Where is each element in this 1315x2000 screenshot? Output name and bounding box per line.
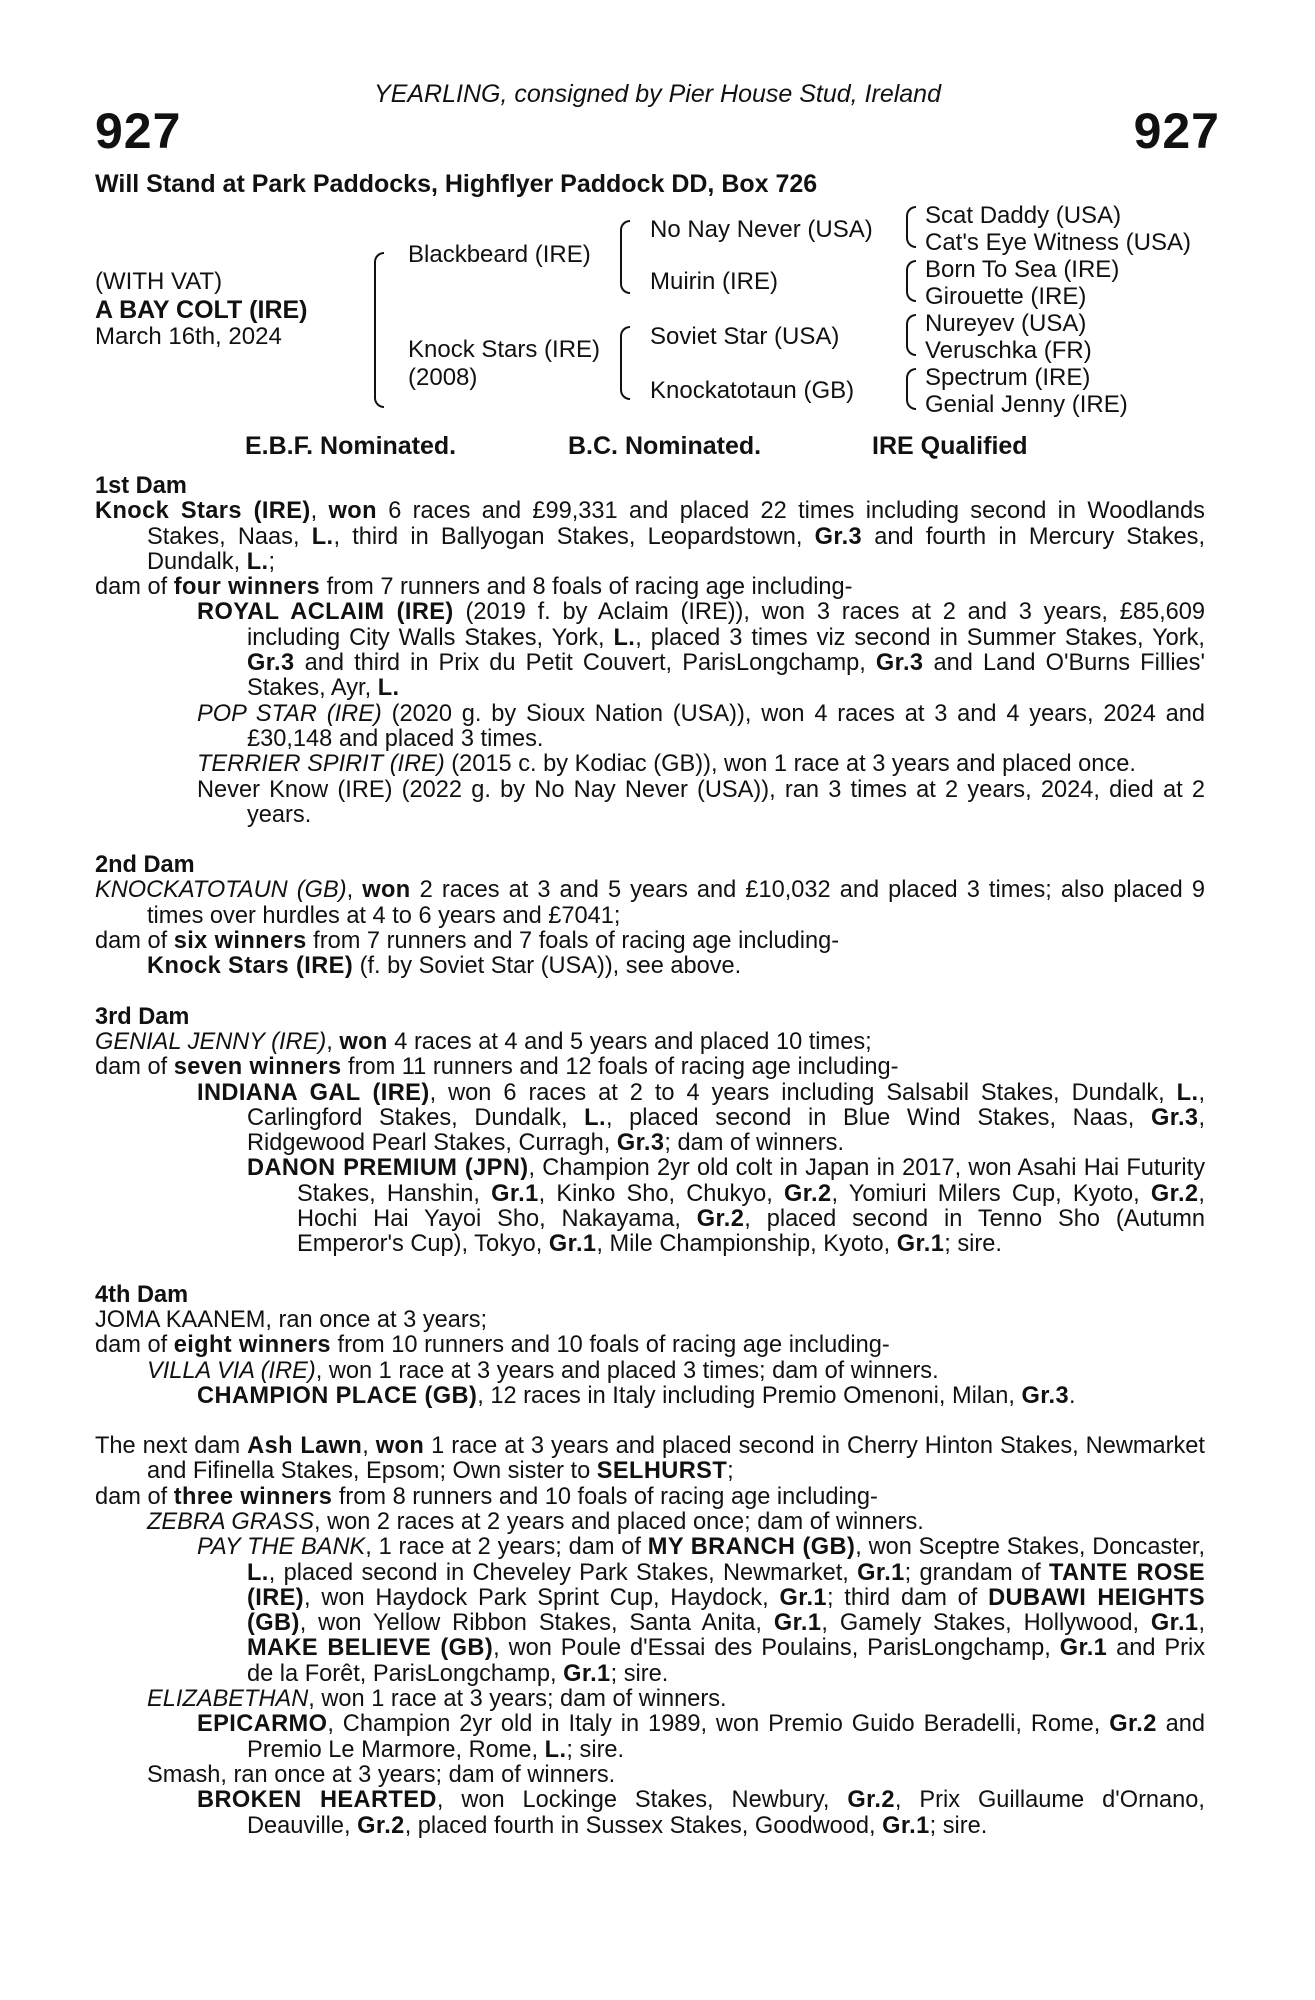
pedigree-brace-dam bbox=[620, 326, 630, 400]
pedigree-g5: Nureyev (USA) bbox=[925, 310, 1087, 337]
dam1-offspring-4: Never Know (IRE) (2022 g. by No Nay Never (USA)), ran 3 times at 2 years, 2024, died at 2 years. bbox=[197, 776, 1205, 828]
pedigree-brace-sire bbox=[620, 220, 630, 294]
pedigree-g4: Girouette (IRE) bbox=[925, 283, 1087, 310]
dam3-record: GENIAL JENNY (IRE), won 4 races at 4 and 5 years and placed 10 times; bbox=[95, 1028, 872, 1055]
vat-note: (WITH VAT) bbox=[95, 268, 223, 295]
dam4-produce-summary: dam of eight winners from 10 runners and 10 foals of racing age including- bbox=[95, 1332, 890, 1359]
pedigree-brace-g3 bbox=[906, 314, 916, 356]
next-dam-grand-offspring-broken-hearted: BROKEN HEARTED, won Lockinge Stakes, Newbury, Gr.2, Prix Guillaume d'Ornano, Deauville, Gr.2, placed fourth in Sussex Stakes, Goodwood, Gr.1; sire. bbox=[197, 1787, 1205, 1839]
pedigree-dam: Knock Stars (IRE) bbox=[408, 336, 601, 363]
dam2-heading: 2nd Dam bbox=[95, 852, 195, 879]
dam1-offspring-3: TERRIER SPIRIT (IRE) (2015 c. by Kodiac (GB)), won 1 race at 3 years and placed once. bbox=[197, 751, 1136, 778]
catalogue-body bbox=[95, 474, 1205, 1839]
ire-qualification: IRE Qualified bbox=[872, 432, 1028, 460]
pedigree-g7: Spectrum (IRE) bbox=[925, 364, 1091, 391]
dam1-offspring-2: POP STAR (IRE) (2020 g. by Sioux Nation (USA)), won 4 races at 3 and 4 years, 2024 and £30,148 and placed 3 times. bbox=[197, 700, 1206, 752]
dam2-record: KNOCKATOTAUN (GB), won 2 races at 3 and 5 years and £10,032 and placed 3 times; also placed 9 times over hurdles at 4 to 6 years and £7041; bbox=[95, 877, 1205, 929]
pedigree-g2: Cat's Eye Witness (USA) bbox=[925, 229, 1191, 256]
lot-number-right: 927 bbox=[1133, 103, 1220, 159]
dam3-produce-summary: dam of seven winners from 11 runners and 12 foals of racing age including- bbox=[95, 1054, 899, 1081]
foaling-date: March 16th, 2024 bbox=[95, 323, 282, 350]
pedigree-g8: Genial Jenny (IRE) bbox=[925, 391, 1128, 418]
pedigree-dam-year: (2008) bbox=[408, 364, 478, 391]
dam4-heading: 4th Dam bbox=[95, 1281, 189, 1308]
next-dam-record: The next dam Ash Lawn, won 1 race at 3 years and placed second in Cherry Hinton Stakes, Newmarket and Fifinella Stakes, Epsom; Own sister to SELHURST; bbox=[95, 1433, 1205, 1485]
lot-number-left: 927 bbox=[95, 103, 182, 159]
dam2-offspring-1: Knock Stars (IRE) (f. by Soviet Star (USA)), see above. bbox=[147, 953, 742, 980]
dam3-heading: 3rd Dam bbox=[95, 1003, 190, 1030]
dam3-offspring-1: INDIANA GAL (IRE), won 6 races at 2 to 4 years including Salsabil Stakes, Dundalk, L., Carlingford Stakes, Dundalk, L., placed second in Blue Wind Stakes, Naas, Gr.3, Ridgewood Pearl Stakes, Curragh, Gr.3; dam of winners. bbox=[197, 1079, 1206, 1157]
pedigree-g3: Born To Sea (IRE) bbox=[925, 256, 1120, 283]
pedigree-g6: Veruschka (FR) bbox=[925, 337, 1092, 364]
ebf-nomination: E.B.F. Nominated. bbox=[245, 432, 457, 460]
dam1-won: won bbox=[328, 498, 377, 525]
dam1-record: Knock Stars (IRE), won 6 races and £99,331 and placed 22 times including second in Woodlands Stakes, Naas, L., third in Ballyogan Stakes, Leopardstown, Gr.3 and fourth in Mercury Stakes, Dundalk, L.; bbox=[95, 498, 1205, 575]
dam2-produce-summary: dam of six winners from 7 runners and 7 foals of racing age including- bbox=[95, 928, 840, 955]
dam1-offspring-1: ROYAL ACLAIM (IRE) (2019 f. by Aclaim (IRE)), won 3 races at 2 and 3 years, £85,609 including City Walls Stakes, York, L., placed 3 times viz second in Summer Stakes, York, Gr.3 and third in Prix du Petit Couvert, ParisLongchamp, Gr.3 and Land O'Burns Fillies' Stakes, Ayr, L. bbox=[197, 599, 1206, 702]
stand-location: Will Stand at Park Paddocks, Highflyer Paddock DD, Box 726 bbox=[95, 170, 818, 198]
pedigree-brace-g2 bbox=[906, 260, 916, 302]
next-dam-produce-summary: dam of three winners from 8 runners and 10 foals of racing age including- bbox=[95, 1483, 878, 1510]
dam1-produce-summary: dam of four winners from 7 runners and 8 foals of racing age including- bbox=[95, 574, 853, 601]
bc-nomination: B.C. Nominated. bbox=[568, 432, 762, 460]
pedigree-brace-g4 bbox=[906, 368, 916, 410]
pedigree-sire-sire: No Nay Never (USA) bbox=[650, 216, 873, 243]
pedigree-dam-dam: Knockatotaun (GB) bbox=[650, 377, 855, 404]
dam4-grand-offspring-1: CHAMPION PLACE (GB), 12 races in Italy including Premio Omenoni, Milan, Gr.3. bbox=[197, 1382, 1076, 1409]
dam1-heading: 1st Dam bbox=[95, 473, 187, 499]
next-dam-offspring-smash: Smash, ran once at 3 years; dam of winners. bbox=[147, 1761, 616, 1788]
dam4-offspring-1: VILLA VIA (IRE), won 1 race at 3 years and placed 3 times; dam of winners. bbox=[147, 1357, 939, 1384]
next-dam-offspring-elizabethan: ELIZABETHAN, won 1 race at 3 years; dam of winners. bbox=[147, 1686, 727, 1713]
pedigree-brace-g1 bbox=[906, 206, 916, 248]
pedigree-brace-main bbox=[374, 252, 384, 408]
next-dam-offspring-zebra-grass: ZEBRA GRASS, won 2 races at 2 years and placed once; dam of winners. bbox=[147, 1508, 924, 1535]
pedigree-g1: Scat Daddy (USA) bbox=[925, 202, 1122, 229]
horse-name: A BAY COLT (IRE) bbox=[95, 296, 308, 324]
pedigree-sire-dam: Muirin (IRE) bbox=[650, 268, 779, 295]
pedigree-dam-sire: Soviet Star (USA) bbox=[650, 323, 840, 350]
next-dam-grand-offspring-pay-the-bank: PAY THE BANK, 1 race at 2 years; dam of MY BRANCH (GB), won Sceptre Stakes, Doncaster, L., placed second in Cheveley Park Stakes, Newmarket, Gr.1; grandam of TANTE ROSE (IRE), won Haydock Park Sprint Cup, Haydock, Gr.1; third dam of DUBAWI HEIGHTS (GB), won Yellow Ribbon Stakes, Santa Anita, Gr.1, Gamely Stakes, Hollywood, Gr.1, MAKE BELIEVE (GB), won Poule d'Essai des Poulains, ParisLongchamp, Gr.1 and Prix de la Forêt, ParisLongchamp, Gr.1; sire. bbox=[197, 1534, 1206, 1687]
dam1-name: Knock Stars (IRE) bbox=[95, 498, 311, 525]
consignment-line: YEARLING, consigned by Pier House Stud, Ireland bbox=[374, 80, 941, 108]
next-dam-grand-offspring-epicarmo: EPICARMO, Champion 2yr old in Italy in 1989, won Premio Guido Beradelli, Rome, Gr.2 and Premio Le Marmore, Rome, L.; sire. bbox=[197, 1711, 1205, 1763]
dam3-grand-offspring-1: DANON PREMIUM (JPN), Champion 2yr old colt in Japan in 2017, won Asahi Hai Futurity Stakes, Hanshin, Gr.1, Kinko Sho, Chukyo, Gr.2, Yomiuri Milers Cup, Kyoto, Gr.2, Hochi Hai Yayoi Sho, Nakayama, Gr.2, placed second in Tenno Sho (Autumn Emperor's Cup), Tokyo, Gr.1, Mile Championship, Kyoto, Gr.1; sire. bbox=[247, 1155, 1205, 1258]
dam4-record: JOMA KAANEM, ran once at 3 years; bbox=[95, 1306, 488, 1333]
pedigree-sire: Blackbeard (IRE) bbox=[408, 241, 591, 268]
